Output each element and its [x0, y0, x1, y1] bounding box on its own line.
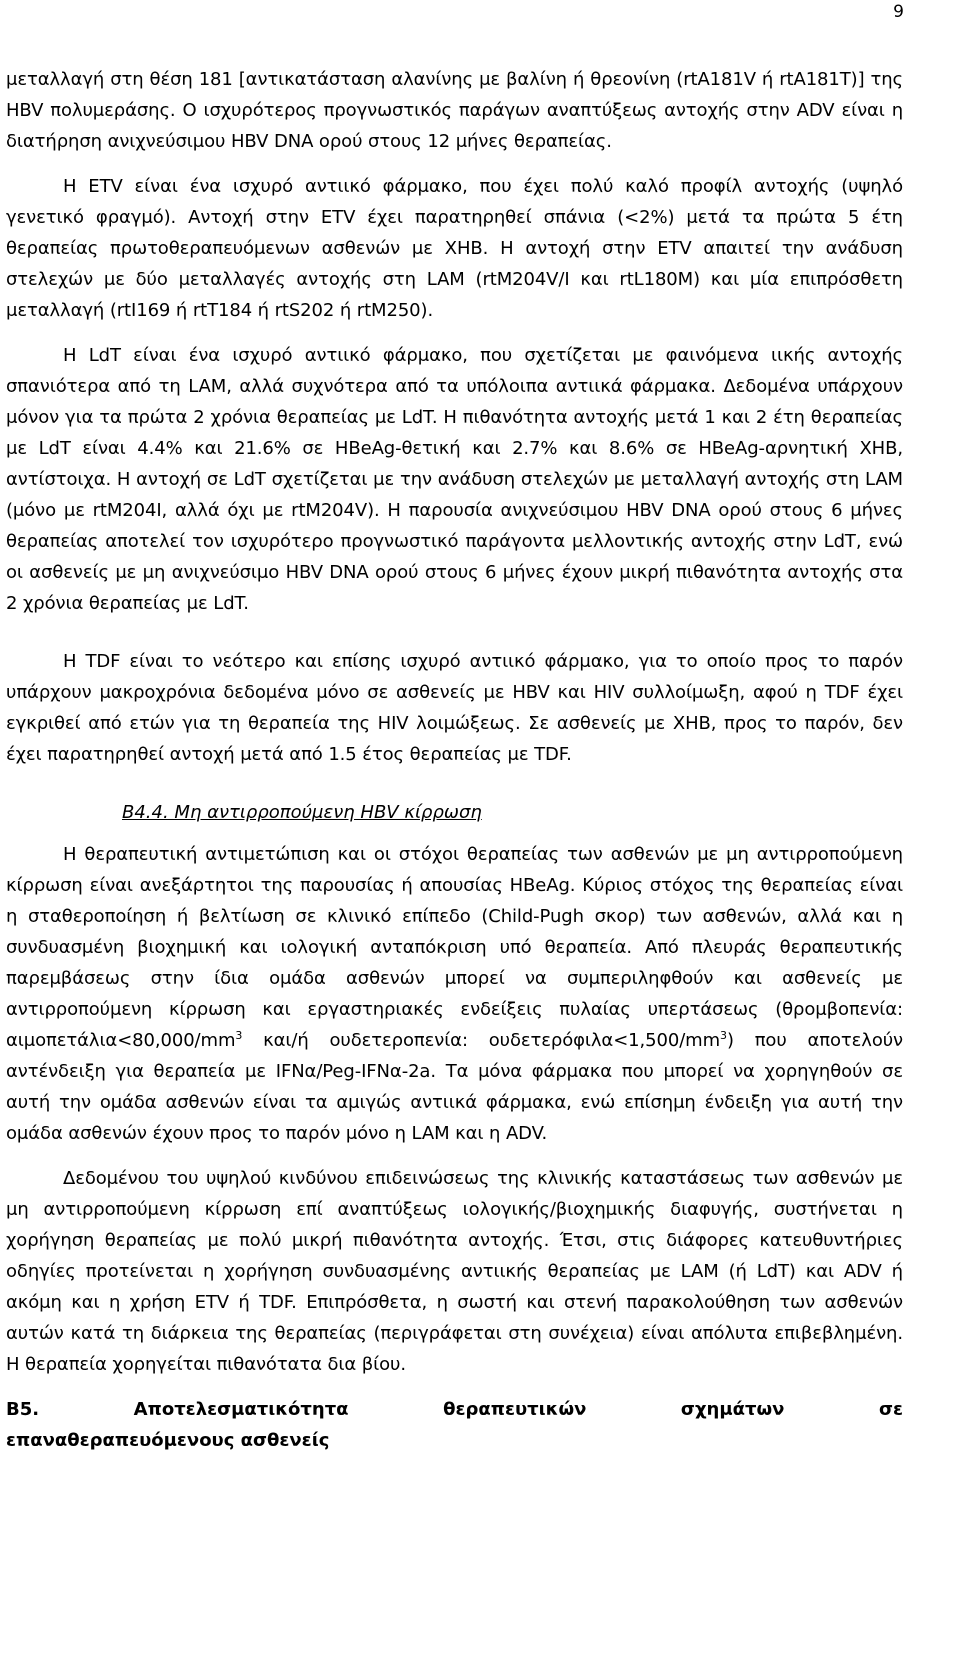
- cirrhosis-text-part1: Η θεραπευτική αντιμετώπιση και οι στόχοι θεραπείας των ασθενών με μη αντιρροπούμενη κίρρωση είναι ανεξάρτητοι της παρουσίας ή απουσίας HBeAg. Κύριος στόχος της θεραπείας είναι η σταθεροποίηση ή βελτίωση σε κλινικό επίπεδο (Child-Pugh σκορ) των ασθενών, αλλά και η συνδυασμένη βιοχημική και ιολογική ανταπόκριση υπό θεραπεία. Από πλευράς θεραπευτικής παρεμβάσεως στην ίδια ομάδα ασθενών μπορεί να συμπεριληφθούν και ασθενείς με αντιρροπούμενη κίρρωση και εργαστηριακές ενδείξεις πυλαίας υπερτάσεως (θρομβοπενία: αιμοπετάλια<80,000/mm: [6, 844, 904, 1051]
- section-heading-line1: B5. Αποτελεσματικότητα θεραπευτικών σχημάτων σε: [6, 1399, 903, 1420]
- cirrhosis-text-part3: ) που αποτελούν αντένδειξη για θεραπεία με IFNα/Peg-IFNα-2a. Τα μόνα φάρμακα που μπορεί να χορηγηθούν σε αυτή την ομάδα ασθενών είναι τα αμιγώς αντιικά φάρμακα, ενώ επίσημη ένδειξη για αυτή την ομάδα ασθενών έχουν προς το παρόν μόνο η LAM και η ADV.: [6, 1030, 903, 1144]
- section-heading-line2: επαναθεραπευόμενους ασθενείς: [6, 1430, 330, 1451]
- paragraph-tdf: Η TDF είναι το νεότερο και επίσης ισχυρό αντιικό φάρμακο, για το οποίο προς το παρόν υπάρχουν μακροχρόνια δεδομένα μόνο σε ασθενείς με HBV και HIV συλλοίμωξη, αφού η TDF έχει εγκριθεί από ετών για τη θεραπεία της HIV λοιμώξεως. Σε ασθενείς με ΧΗΒ, προς το παρόν, δεν έχει παρατηρηθεί αντοχή μετά από 1.5 έτος θεραπείας με TDF.: [6, 651, 903, 765]
- paragraph-ldt: Η LdT είναι ένα ισχυρό αντιικό φάρμακο, που σχετίζεται με φαινόμενα ιικής αντοχής σπανιότερα από τη LAM, αλλά συχνότερα από τα υπόλοιπα αντιικά φάρμακα. Δεδομένα υπάρχουν μόνον για τα πρώτα 2 χρόνια θεραπείας με LdT. Η πιθανότητα αντοχής μετά 1 και 2 έτη θεραπείας με LdT είναι 4.4% και 21.6% σε HBeAg-θετική και 2.7% και 8.6% σε HBeAg-αρνητική ΧΗΒ, αντίστοιχα. Η αντοχή σε LdT σχετίζεται με την ανάδυση στελεχών με μεταλλαγή αντοχής στη LAM (μόνο με rtM204I, αλλά όχι με rtM204V). Η παρουσία ανιχνεύσιμου HBV DNA ορού στους 6 μήνες θεραπείας αποτελεί τον ισχυρότερο προγνωστικό παράγοντα μελλοντικής αντοχής στην LdT, ενώ οι ασθενείς με μη ανιχνεύσιμο HBV DNA ορού στους 6 μήνες έχουν μικρή πιθανότητα αντοχής στα 2 χρόνια θεραπείας με LdT.: [6, 345, 903, 614]
- cirrhosis-text-part2: και/ή ουδετεροπενία: ουδετερόφιλα<1,500/mm: [242, 1030, 721, 1051]
- page-number: 9: [893, 2, 904, 22]
- document-body: [6, 64, 903, 1456]
- superscript-cubed: 3: [720, 1029, 727, 1042]
- superscript-cubed: 3: [235, 1029, 243, 1042]
- paragraph-etv: Η ETV είναι ένα ισχυρό αντιικό φάρμακο, που έχει πολύ καλό προφίλ αντοχής (υψηλό γενετικό φραγμό). Αντοχή στην ETV έχει παρατηρηθεί σπάνια (<2%) μετά τα πρώτα 5 έτη θεραπείας πρωτοθεραπευόμενων ασθενών με ΧΗΒ. Η αντοχή στην ETV απαιτεί την ανάδυση στελεχών με δύο μεταλλαγές αντοχής στη LAM (rtM204V/I και rtL180M) και μία επιπρόσθετη μεταλλαγή (rtI169 ή rtT184 ή rtS202 ή rtM250).: [6, 176, 903, 321]
- paragraph-combination-therapy: Δεδομένου του υψηλού κινδύνου επιδεινώσεως της κλινικής καταστάσεως των ασθενών με μη αντιρροπούμενη κίρρωση επί αναπτύξεως ιολογικής/βιοχημικής διαφυγής, συστήνεται η χορήγηση θεραπείας με πολύ μικρή πιθανότητα αντοχής. Έτσι, στις διάφορες κατευθυντήριες οδηγίες προτείνεται η χορήγηση συνδυασμένης αντιικής θεραπείας με LAM (ή LdT) και ADV ή ακόμη και η χρήση ETV ή TDF. Επιπρόσθετα, η σωστή και στενή παρακολούθηση των ασθενών αυτών κατά τη διάρκεια της θεραπείας (περιγράφεται στη συνέχεια) είναι απόλυτα επιβεβλημένη. Η θεραπεία χορηγείται πιθανότατα δια βίου.: [6, 1168, 903, 1375]
- subheading-decompensated-cirrhosis: B4.4. Μη αντιρροπούμενη HBV κίρρωση: [122, 802, 482, 823]
- paragraph-adv-resistance: μεταλλαγή στη θέση 181 [αντικατάσταση αλανίνης με βαλίνη ή θρεονίνη (rtA181V ή rtA181T)] της HBV πολυμεράσης. Ο ισχυρότερος προγνωστικός παράγων αναπτύξεως αντοχής στην ADV είναι η διατήρηση ανιχνεύσιμου HBV DNA ορού στους 12 μήνες θεραπείας.: [6, 69, 903, 152]
- section-heading-b5: [6, 1394, 903, 1456]
- paragraph-cirrhosis: [6, 839, 903, 1149]
